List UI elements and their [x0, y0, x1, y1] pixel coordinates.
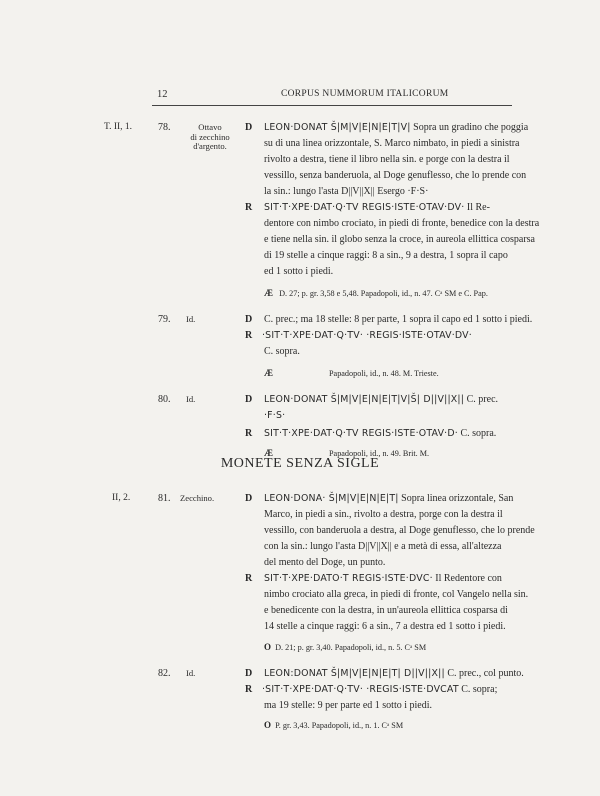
description-text: nimbo crociato alla greca, in piedi di fronte, col Vangelo nella sin.: [264, 589, 529, 600]
entry-number: 81.: [158, 493, 171, 504]
description-text: ed 1 sotto i piedi.: [264, 266, 334, 277]
metal-symbol: Æ: [264, 448, 273, 458]
reverse-label: R: [245, 330, 253, 341]
description-text: di 19 stelle a cinque raggi: 8 a sin., 9 a destra, 1 sopra il capo: [264, 250, 508, 261]
reverse-line: [264, 605, 508, 616]
description-text: C. sopra;: [458, 684, 498, 695]
description-text: C. prec., col punto.: [444, 668, 524, 679]
legend-text: ·F·S·: [264, 410, 286, 421]
coin-type: Id.: [186, 668, 196, 678]
description-text: la sin.: lungo l'asta D||V||X|| Esergo ·F·S·: [264, 186, 429, 197]
citation-text: Papadopoli, id., n. 49. Brit. M.: [329, 449, 430, 458]
description-text: C. prec.; ma 18 stelle: 8 per parte, 1 sopra il capo ed 1 sotto i piedi.: [264, 314, 533, 325]
coin-type-line: Ottavo: [198, 122, 222, 132]
legend-text: LEON·DONAT Š|M|V|E|N|E|T|V|Š| D||V||X||: [264, 394, 465, 405]
description-text: rivolto a destra, tiene il libro nella sin. e porge con la destra il: [264, 154, 510, 165]
citation: [264, 642, 426, 652]
coin-type: Zecchino.: [180, 493, 215, 503]
entry-number: 79.: [158, 314, 171, 325]
metal-symbol: O: [264, 642, 272, 652]
description-text: vessillo, con banderuola a destra, al Doge genuflesso, che lo prende: [264, 525, 535, 536]
obverse-line: [264, 314, 532, 325]
obverse-line: [264, 138, 520, 149]
legend-text: SIT·T·XPE·DAT·Q·TV REGIS·ISTE·OTAV·DV·: [264, 202, 465, 213]
description-text: con la sin.: lungo l'asta D||V||X|| e a metà di essa, all'altezza: [264, 541, 502, 552]
citation: [264, 288, 488, 298]
reverse-line: [264, 428, 496, 439]
header-rule: [152, 105, 512, 106]
coin-type: [184, 123, 236, 152]
coin-type: Id.: [186, 314, 196, 324]
citation: [264, 368, 439, 378]
reverse-line: [264, 250, 508, 261]
obverse-line: [264, 668, 524, 679]
page-number: 12: [157, 89, 168, 100]
citation-text: D. 27; p. gr. 3,58 e 5,48. Papadopoli, id., n. 47. Cᵃ SM e C. Pap.: [279, 289, 488, 298]
legend-text: LEON·DONA· Š|M|V|E|N|E|T|: [264, 493, 399, 504]
description-text: ma 19 stelle: 9 per parte ed 1 sotto i piedi.: [264, 700, 433, 711]
entry-number: 82.: [158, 668, 171, 679]
obverse-line: [264, 410, 285, 421]
legend-text: ·SIT·T·XPE·DAT·Q·TV· ·REGIS·ISTE·DVCAT: [262, 684, 459, 695]
citation-text: P. gr. 3,43. Papadopoli, id., n. 1. Cᵃ SM: [275, 721, 404, 730]
reverse-line: [264, 266, 333, 277]
legend-text: LEON:DONAT Š|M|V|E|N|E|T| D||V||X||: [264, 668, 445, 679]
reverse-label: R: [245, 202, 253, 213]
obverse-line: [264, 541, 501, 552]
description-text: Il Re-: [464, 202, 490, 213]
obverse-label: D: [245, 493, 253, 504]
citation-text: D. 21; p. gr. 3,40. Papadopoli, id., n. 5. Cᵃ SM: [275, 643, 427, 652]
description-text: Il Redentore con: [432, 573, 502, 584]
obverse-line: [264, 186, 428, 197]
obverse-label: D: [245, 668, 253, 679]
description-text: dentore con nimbo crociato, in piedi di fronte, benedice con la destra: [264, 218, 540, 229]
legend-text: LEON·DONAT Š|M|V|E|N|E|T|V|: [264, 122, 411, 133]
obverse-line: [264, 122, 528, 133]
legend-text: ·SIT·T·XPE·DAT·Q·TV· ·REGIS·ISTE·OTAV·DV·: [262, 330, 472, 341]
obverse-line: [264, 394, 498, 405]
description-text: Marco, in piedi a sin., rivolto a destra, porge con la destra il: [264, 509, 503, 520]
page-header: [155, 89, 515, 103]
description-text: e tiene nella sin. il globo senza la croce, in aureola ellittica cosparsa: [264, 234, 535, 245]
description-text: Sopra un gradino che poggia: [410, 122, 529, 133]
reverse-label: R: [245, 428, 253, 439]
obverse-line: [264, 154, 510, 165]
entry-number: 80.: [158, 394, 171, 405]
reverse-line: [264, 589, 528, 600]
reverse-line: [262, 684, 497, 695]
obverse-line: [264, 557, 385, 568]
description-text: su di una linea orizzontale, S. Marco nimbato, in piedi a sinistra: [264, 138, 520, 149]
description-text: Sopra linea orizzontale, San: [398, 493, 514, 504]
reverse-line: [264, 218, 539, 229]
description-text: C. sopra.: [264, 346, 300, 357]
obverse-line: [264, 170, 526, 181]
section-title: MONETE SENZA SIGLE: [220, 456, 380, 471]
reverse-line: [264, 621, 506, 632]
description-text: 14 stelle a cinque raggi: 6 a sin., 7 a destra ed 1 sotto i piedi.: [264, 621, 506, 632]
running-title: CORPUS NUMMORUM ITALICORUM: [281, 89, 449, 99]
description-text: vessillo, senza banderuola, al Doge genuflesso, che lo prende con: [264, 170, 527, 181]
reverse-label: R: [245, 573, 253, 584]
coin-type: Id.: [186, 394, 196, 404]
metal-symbol: Æ: [264, 368, 273, 378]
description-text: C. sopra.: [457, 428, 497, 439]
reverse-line: [264, 346, 300, 357]
obverse-label: D: [245, 314, 253, 325]
reverse-line: [264, 202, 490, 213]
legend-text: SIT·T·XPE·DATO·T REGIS·ISTE·DVC·: [264, 573, 433, 584]
reverse-line: [264, 573, 502, 584]
coin-type-line: d'argento.: [193, 141, 227, 152]
legend-text: SIT·T·XPE·DAT·Q·TV REGIS·ISTE·OTAV·D·: [264, 428, 458, 439]
obverse-line: [264, 493, 513, 504]
obverse-label: D: [245, 122, 253, 133]
description-text: C. prec.: [464, 394, 499, 405]
coin-type-line: di zecchino: [190, 131, 230, 142]
entry-number: 78.: [158, 122, 171, 133]
reverse-line: [264, 700, 432, 711]
reverse-line: [264, 234, 535, 245]
description-text: del mento del Doge, un punto.: [264, 557, 386, 568]
obverse-label: D: [245, 394, 253, 405]
metal-symbol: Æ: [264, 288, 273, 298]
description-text: e benedicente con la destra, in un'aureola ellittica cosparsa di: [264, 605, 508, 616]
reverse-label: R: [245, 684, 253, 695]
citation: [264, 720, 403, 730]
obverse-line: [264, 509, 503, 520]
citation-text: Papadopoli, id., n. 48. M. Trieste.: [329, 369, 439, 378]
reverse-line: [262, 330, 472, 341]
obverse-line: [264, 525, 535, 536]
metal-symbol: O: [264, 720, 272, 730]
plate-ref: T. II, 1.: [104, 122, 133, 132]
plate-ref: II, 2.: [112, 493, 131, 503]
